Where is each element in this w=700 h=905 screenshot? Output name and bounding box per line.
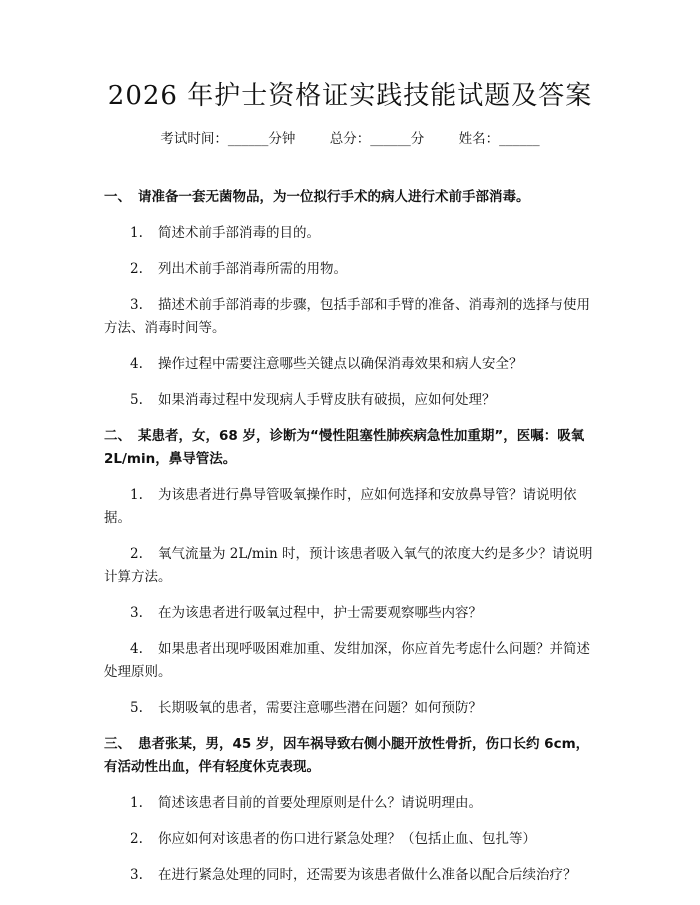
question-text: 操作过程中需要注意哪些关键点以确保消毒效果和病人安全？ [158, 356, 523, 372]
exam-info-line [0, 128, 700, 150]
exam-time-field: 考试时间：______分钟 [160, 131, 296, 147]
question-number: 1. [130, 225, 143, 241]
question-number: 5. [130, 392, 143, 408]
section-heading [104, 186, 596, 209]
question-number: 3. [130, 297, 143, 313]
question-text: 你应如何对该患者的伤口进行紧急处理？（包括止血、包扎等） [158, 831, 536, 847]
question-text: 简述该患者目前的首要处理原则是什么？请说明理由。 [158, 795, 482, 811]
document-title: 2026 年护士资格证实践技能试题及答案 [107, 81, 593, 111]
question-text: 描述术前手部消毒的步骤，包括手部和手臂的准备、消毒剂的选择与使用方法、消毒时间等。 [104, 297, 590, 336]
section-heading-text: 某患者，女，68 岁，诊断为“慢性阻塞性肺疾病急性加重期”，医嘱：吸氧 2L/min，鼻导管法。 [104, 428, 585, 467]
question-text: 如果患者出现呼吸困难加重、发绀加深，你应首先考虑什么问题？并简述处理原则。 [104, 641, 590, 680]
total-score-field: 总分：______分 [329, 131, 425, 147]
question-item [104, 828, 596, 851]
question-number: 3. [130, 605, 143, 621]
section-number: 三、 [104, 736, 131, 752]
section-number: 一、 [104, 189, 131, 205]
question-text: 在进行紧急处理的同时，还需要为该患者做什么准备以配合后续治疗？ [158, 867, 577, 883]
question-item [104, 389, 596, 412]
question-number: 2. [130, 261, 143, 277]
question-item [104, 864, 596, 887]
question-text: 在为该患者进行吸氧过程中，护士需要观察哪些内容？ [158, 605, 482, 621]
question-item [104, 697, 596, 720]
section-1 [104, 186, 596, 412]
name-field: 姓名：______ [458, 131, 540, 147]
question-item [104, 222, 596, 245]
question-number: 5. [130, 700, 143, 716]
question-item [104, 543, 596, 589]
question-number: 1. [130, 795, 143, 811]
question-number: 2. [130, 546, 143, 562]
question-number: 2. [130, 831, 143, 847]
question-item [104, 258, 596, 281]
question-number: 4. [130, 641, 143, 657]
section-number: 二、 [104, 428, 131, 444]
section-heading-text: 患者张某，男，45 岁，因车祸导致右侧小腿开放性骨折，伤口长约 6cm，有活动性出血，伴有轻度休克表现。 [104, 736, 590, 775]
question-item [104, 602, 596, 625]
question-text: 简述术前手部消毒的目的。 [158, 225, 320, 241]
section-3 [104, 733, 596, 887]
question-text: 为该患者进行鼻导管吸氧操作时，应如何选择和安放鼻导管？请说明依据。 [104, 487, 577, 526]
question-item [104, 353, 596, 376]
section-heading-text: 请准备一套无菌物品，为一位拟行手术的病人进行术前手部消毒。 [138, 189, 530, 205]
section-heading [104, 733, 596, 779]
question-list [104, 186, 596, 900]
question-text: 氧气流量为 2L/min 时，预计该患者吸入氧气的浓度大约是多少？请说明计算方法。 [104, 546, 593, 585]
section-2 [104, 425, 596, 720]
question-text: 列出术前手部消毒所需的用物。 [158, 261, 347, 277]
question-number: 4. [130, 356, 143, 372]
question-text: 长期吸氧的患者，需要注意哪些潜在问题？如何预防？ [158, 700, 482, 716]
question-item [104, 792, 596, 815]
question-item [104, 638, 596, 684]
question-item [104, 294, 596, 340]
question-item [104, 484, 596, 530]
section-heading [104, 425, 596, 471]
question-text: 如果消毒过程中发现病人手臂皮肤有破损，应如何处理？ [158, 392, 496, 408]
question-number: 1. [130, 487, 143, 503]
question-number: 3. [130, 867, 143, 883]
